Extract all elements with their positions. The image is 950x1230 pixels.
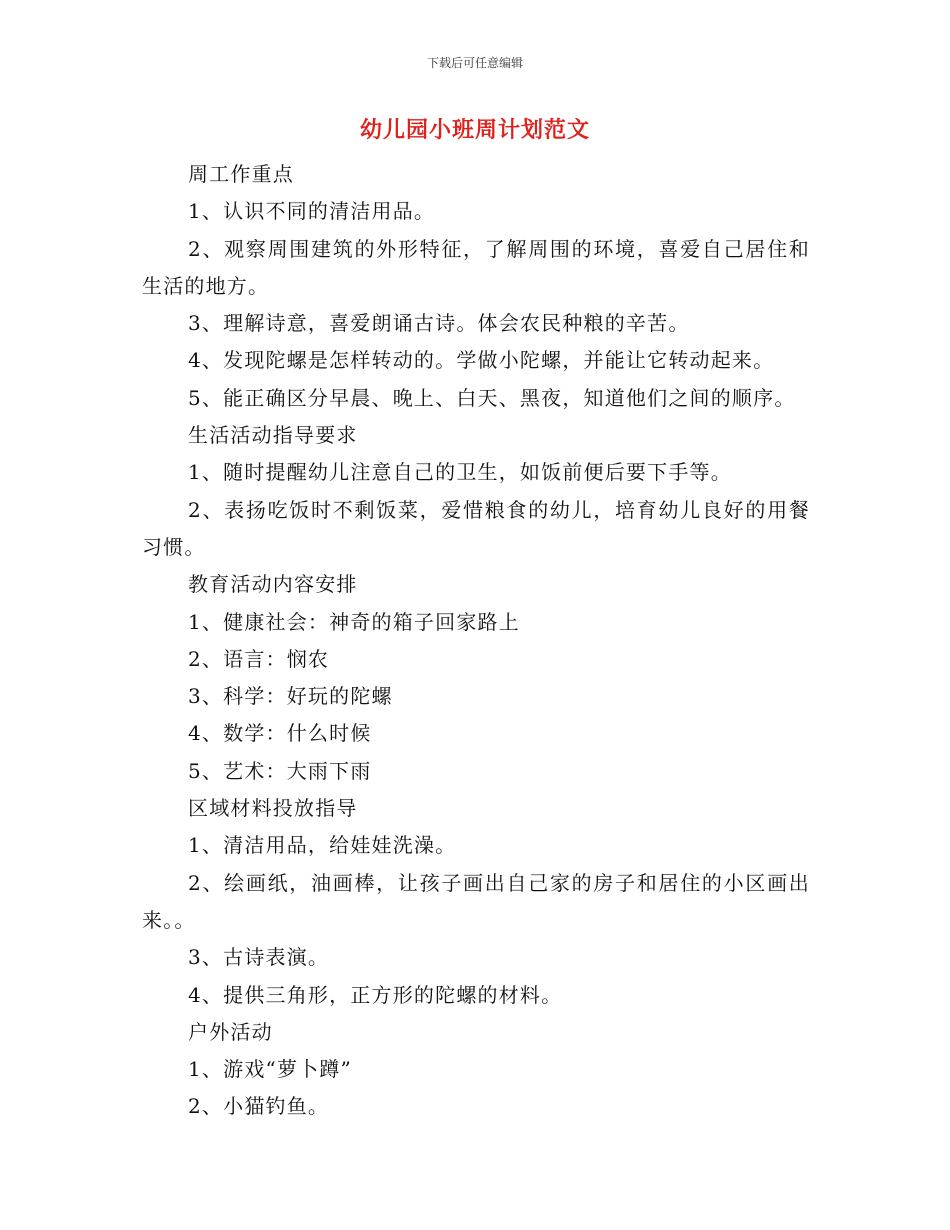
- paragraph: 1、认识不同的清洁用品。: [188, 199, 436, 224]
- paragraph: 2、绘画纸，油画棒，让孩子画出自己家的房子和居住的小区画出来。。: [142, 870, 810, 932]
- paragraph: 2、小猫钓鱼。: [188, 1094, 330, 1119]
- paragraph: 5、能正确区分早晨、晚上、白天、黑夜，知道他们之间的顺序。: [188, 385, 796, 410]
- paragraph: 1、清洁用品，给娃娃洗澡。: [188, 833, 457, 858]
- section-heading-education: 教育活动内容安排: [188, 572, 358, 597]
- paragraph: 4、发现陀螺是怎样转动的。学做小陀螺，并能让它转动起来。: [188, 348, 775, 373]
- paragraph: 3、古诗表演。: [188, 945, 330, 970]
- document-body: [142, 156, 810, 1126]
- paragraph: 4、数学：什么时候: [188, 721, 372, 746]
- paragraph: 3、科学：好玩的陀螺: [188, 684, 393, 709]
- section-heading-daily-life: 生活活动指导要求: [188, 423, 358, 448]
- paragraph: 1、随时提醒幼儿注意自己的卫生，如饭前便后要下手等。: [188, 460, 732, 485]
- paragraph: 1、游戏“萝卜蹲”: [188, 1057, 352, 1082]
- paragraph: 5、艺术：大雨下雨: [188, 758, 372, 783]
- paragraph: 4、提供三角形，正方形的陀螺的材料。: [188, 982, 563, 1007]
- header-note: 下载后可任意编辑: [426, 56, 523, 70]
- paragraph: 2、语言：悯农: [188, 646, 330, 671]
- section-heading-area-materials: 区域材料投放指导: [188, 796, 358, 821]
- paragraph: 1、健康社会：神奇的箱子回家路上: [188, 609, 520, 634]
- document-title: 幼儿园小班周计划范文: [359, 117, 590, 143]
- section-heading-weekly-focus: 周工作重点: [188, 162, 294, 186]
- paragraph: 3、理解诗意，喜爱朗诵古诗。体会农民种粮的辛苦。: [188, 311, 690, 336]
- paragraph: 2、观察周围建筑的外形特征，了解周围的环境，喜爱自己居住和生活的地方。: [142, 236, 810, 298]
- section-heading-outdoor: 户外活动: [188, 1019, 273, 1044]
- paragraph: 2、表扬吃饭时不剩饭菜，爱惜粮食的幼儿，培育幼儿良好的用餐习惯。: [142, 497, 810, 559]
